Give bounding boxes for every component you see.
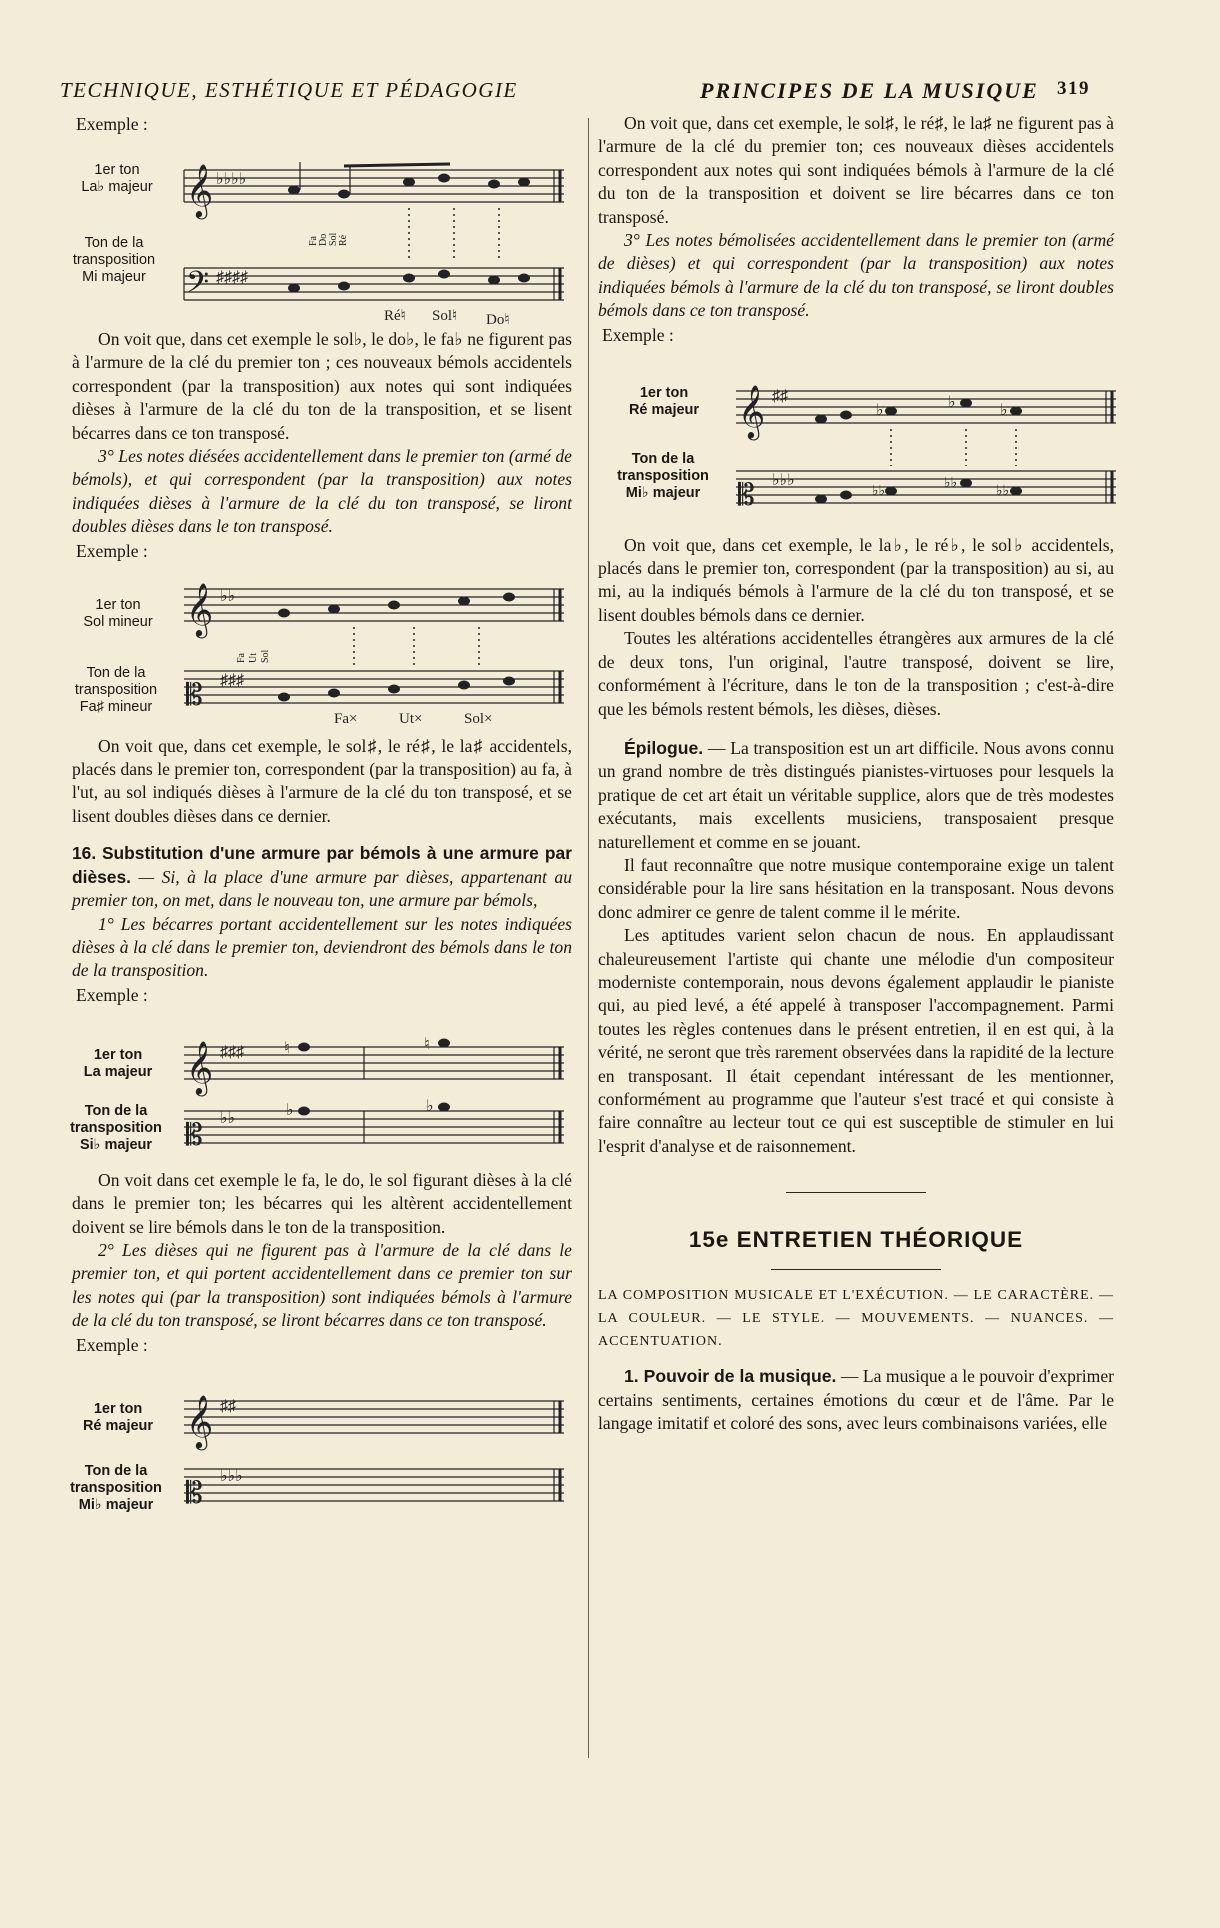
ex2-staves (164, 567, 564, 727)
running-header (60, 78, 1090, 108)
svg-text:Do♮: Do♮ (486, 312, 510, 328)
svg-text:♭: ♭ (876, 401, 884, 419)
exemple-label: Exemple : (76, 540, 148, 561)
svg-text:Fa×: Fa× (334, 710, 358, 727)
svg-text:♭♭: ♭♭ (944, 475, 958, 491)
exemple-label: Exemple : (76, 114, 148, 134)
music-example-2 (72, 567, 572, 727)
page-number: 319 (1057, 78, 1090, 99)
svg-text:Sol: Sol (328, 232, 339, 246)
epilogue: Épilogue. — La transposition est un art difficile. Nous avons connu un grand nombre de très distingués pianistes-virtuoses pour lesquels la pratique de cet art était un véritable supplice, alors que de très modestes exécutants, mais excellents musiciens, transposaient presque naturellement et comme en se jouant. (598, 737, 1114, 852)
svg-text:𝄡: 𝄡 (738, 477, 755, 513)
header-right-title: PRINCIPES DE LA MUSIQUE (700, 78, 1039, 103)
section-summary: LA COMPOSITION MUSICALE ET L'EXÉCUTION. — LE CARACTÈRE. — LA COULEUR. — LE STYLE. — MOUVEMENTS. — NUANCES. — ACCENTUATION. (598, 1288, 1114, 1350)
ex1-bottom-label: Ton de la transposition Mi majeur (72, 235, 156, 285)
svg-text:♭: ♭ (948, 393, 956, 411)
svg-text:Ut×: Ut× (399, 710, 423, 727)
svg-text:♭: ♭ (426, 1097, 434, 1115)
section-1: 1. Pouvoir de la musique. — La musique a le pouvoir d'exprimer certains sentiments, certaines émotions du cœur et de l'âme. Par le langage imitatif et coloré des sons, avec leurs combinaisons variées, elle (598, 1366, 1115, 1434)
paragraph: On voit dans cet exemple le fa, le do, le sol figurant dièses à la clé dans le premier ton; les bécarres qui les altèrent accidentellement doivent se lire bémols dans le ton de la transposition. (72, 1169, 572, 1237)
svg-text:𝄞: 𝄞 (186, 581, 214, 636)
exemple-label: Exemple : (602, 324, 674, 345)
column-divider (588, 118, 589, 1758)
svg-text:𝄞: 𝄞 (186, 1039, 214, 1094)
svg-text:♭♭♭: ♭♭♭ (220, 1467, 243, 1485)
svg-text:Do: Do (318, 233, 329, 246)
svg-text:♭♭♭: ♭♭♭ (772, 471, 795, 489)
exemple-label: Exemple : (76, 1334, 148, 1355)
ex4-staves (164, 1361, 564, 1511)
ex2-top-label: 1er ton Sol mineur (83, 596, 153, 630)
left-column (72, 112, 572, 1519)
svg-text:Ré: Ré (338, 234, 349, 246)
ex1-top-label: 1er ton La♭ majeur (81, 162, 153, 195)
svg-text:𝄡: 𝄡 (186, 1117, 203, 1153)
ex5-top-label: 1er ton Ré majeur (628, 384, 700, 418)
ex1-staves (164, 140, 564, 328)
svg-text:𝄡: 𝄡 (186, 677, 203, 713)
separator-rule (771, 1269, 941, 1270)
svg-text:♭♭: ♭♭ (220, 587, 236, 605)
svg-text:𝄡: 𝄡 (186, 1475, 203, 1511)
svg-text:♯♯♯: ♯♯♯ (220, 671, 244, 689)
svg-text:𝄞: 𝄞 (186, 1393, 214, 1448)
paragraph: On voit que, dans cet exemple, le sol♯, le ré♯, le la♯ ne figurent pas à l'armure de la clé du premier ton; ces nouveaux dièses accidentels correspondent aux notes qui sont indiquées bémols à l'armure de la clé du ton de la transposition et doivent se lire bécarres dans ce ton transposé. (598, 113, 1114, 227)
music-example-4 (72, 1361, 572, 1511)
ex5-staves (716, 351, 1116, 521)
paragraph: Les aptitudes varient selon chacun de nous. En applaudissant chaleureusement l'artiste qui chante une mélodie d'un compositeur moderniste contemporain, nous devons également applaudir le pianiste qui, au pied levé, a été appelé à transposer l'accompagnement. Parmi toutes les règles contenues dans le présent entretien, il en est qui, à la vérité, ne seront que très rarement observées dans la rapidité de la lecture en transposant. Il était cependant intéressant de les mentionner, conformément au programme que l'auteur s'est tracé et qui consiste à faire connaître au lecteur tout ce qui est susceptible de stimuler en lui l'esprit d'analyse et de raisonnement. (598, 925, 1114, 1156)
ex3-bottom-label: Ton de la transposition Si♭ majeur (70, 1102, 162, 1153)
separator-rule (786, 1192, 926, 1193)
svg-text:Fa: Fa (236, 652, 247, 663)
svg-text:♯♯: ♯♯ (772, 387, 788, 405)
ex3-top-label: 1er ton La majeur (83, 1046, 153, 1080)
svg-text:Sol×: Sol× (464, 710, 493, 727)
svg-text:♭♭: ♭♭ (220, 1109, 236, 1127)
ex4-bottom-label: Ton de la transposition Mi♭ majeur (70, 1462, 162, 1513)
header-left-title: TECHNIQUE, ESTHÉTIQUE ET PÉDAGOGIE (60, 78, 518, 102)
music-example-3 (72, 1011, 572, 1161)
svg-text:♭♭♭♭: ♭♭♭♭ (216, 171, 247, 188)
svg-text:♭: ♭ (286, 1101, 294, 1119)
right-column (598, 112, 1114, 1435)
paragraph: Toutes les altérations accidentelles étrangères aux armures de la clé de deux tons, l'un original, l'autre transposé, doivent se lire, conformément à l'écriture, dans le ton de la transposition ; c'est-à-dire que les bémols restent bémols, les dièses, dièses. (598, 628, 1114, 719)
paragraph-rule-1: 1° Les bécarres portant accidentellement sur les notes indiquées dièses à la clé dans le premier ton, deviendront des bémols dans le ton de la transposition. (72, 913, 572, 981)
svg-text:Sol: Sol (260, 649, 271, 663)
ex2-bottom-label: Ton de la transposition Fa♯ mineur (74, 664, 158, 715)
svg-text:♭♭: ♭♭ (996, 483, 1010, 499)
svg-text:𝄞: 𝄞 (186, 163, 214, 217)
ex3-staves (164, 1011, 564, 1156)
svg-text:𝄞: 𝄞 (738, 383, 766, 438)
paragraph: On voit que, dans cet exemple le sol♭, le do♭, le fa♭ ne figurent pas à l'armure de la clé du premier ton ; ces nouveaux bémols accidentels correspondent (par la transposition) aux notes qui sont indiquées dièses à l'armure de la clé du ton de la transposition, et se lisent bécarres dans ce ton transposé. (72, 329, 572, 443)
paragraph: Il faut reconnaître que notre musique contemporaine exige un talent considérable pour la lire sans hésitation en la transposant. Nous devons donc admirer ce genre de talent comme il le mérite. (598, 854, 1114, 922)
ex5-bottom-label: Ton de la transposition Mi♭ majeur (617, 450, 709, 501)
svg-text:♮: ♮ (424, 1035, 430, 1053)
svg-text:𝄢: 𝄢 (186, 266, 210, 307)
svg-text:Fa: Fa (308, 236, 319, 246)
svg-text:♯♯♯: ♯♯♯ (220, 1043, 244, 1061)
svg-text:♮: ♮ (284, 1039, 290, 1057)
paragraph-rule-3: 3° Les notes bémolisées accidentellement dans le premier ton (armé de dièses) et qui correspondent (par la transposition) aux notes indiquées bémols à l'armure de la clé du ton transposé, se liront doubles bémols dans ce ton transposé. (598, 230, 1114, 321)
svg-text:♯♯: ♯♯ (220, 1397, 236, 1415)
section-title: 15e ENTRETIEN THÉORIQUE (688, 1227, 1024, 1253)
ex4-top-label: 1er ton Ré majeur (82, 1400, 154, 1434)
svg-text:♯♯♯♯: ♯♯♯♯ (216, 269, 248, 286)
music-example-5 (598, 351, 1114, 526)
svg-text:♭: ♭ (1000, 401, 1008, 419)
svg-text:Ut: Ut (248, 652, 259, 663)
section-16: 16. Substitution d'une armure par bémols à une armure par dièses. — Si, à la place d'une armure par dièses, appartenant au premier ton, on met, dans le nouveau ton, une armure par bémols, (72, 843, 572, 911)
paragraph: On voit que, dans cet exemple, le la♭, le ré♭, le sol♭ accidentels, placés dans le premier ton, correspondent (par la transposition) au si, au mi, au la indiqués bémols à l'armure de la clé du ton transposé, et se lisent doubles bémols dans ce dernier. (598, 534, 1114, 625)
svg-text:Ré♮: Ré♮ (384, 308, 407, 324)
paragraph-rule-3: 3° Les notes diésées accidentellement dans le premier ton (armé de bémols), et qui correspondent (par la transposition) aux notes indiquées dièses à l'armure de la clé du ton transposé, se liront doubles dièses dans le ton transposé. (72, 446, 572, 537)
paragraph: On voit que, dans cet exemple, le sol♯, le ré♯, le la♯ accidentels, placés dans le premier ton, correspondent (par la transposition) au fa, à l'ut, au sol indiqués dièses à l'armure de la clé du ton transposé, et se lisent doubles dièses dans ce dernier. (72, 735, 572, 826)
exemple-label: Exemple : (76, 984, 148, 1005)
paragraph-rule-2: 2° Les dièses qui ne figurent pas à l'armure de la clé dans le premier ton, et qui portent accidentellement dans ce premier ton sur les notes qui (par la transposition) sont indiquées bémols à l'armure de la clé du ton transposé, se liront bécarres dans ce ton transposé. (72, 1239, 572, 1331)
svg-text:Sol♮: Sol♮ (432, 308, 458, 324)
svg-text:♭♭: ♭♭ (872, 483, 886, 499)
music-example-1 (72, 140, 572, 328)
